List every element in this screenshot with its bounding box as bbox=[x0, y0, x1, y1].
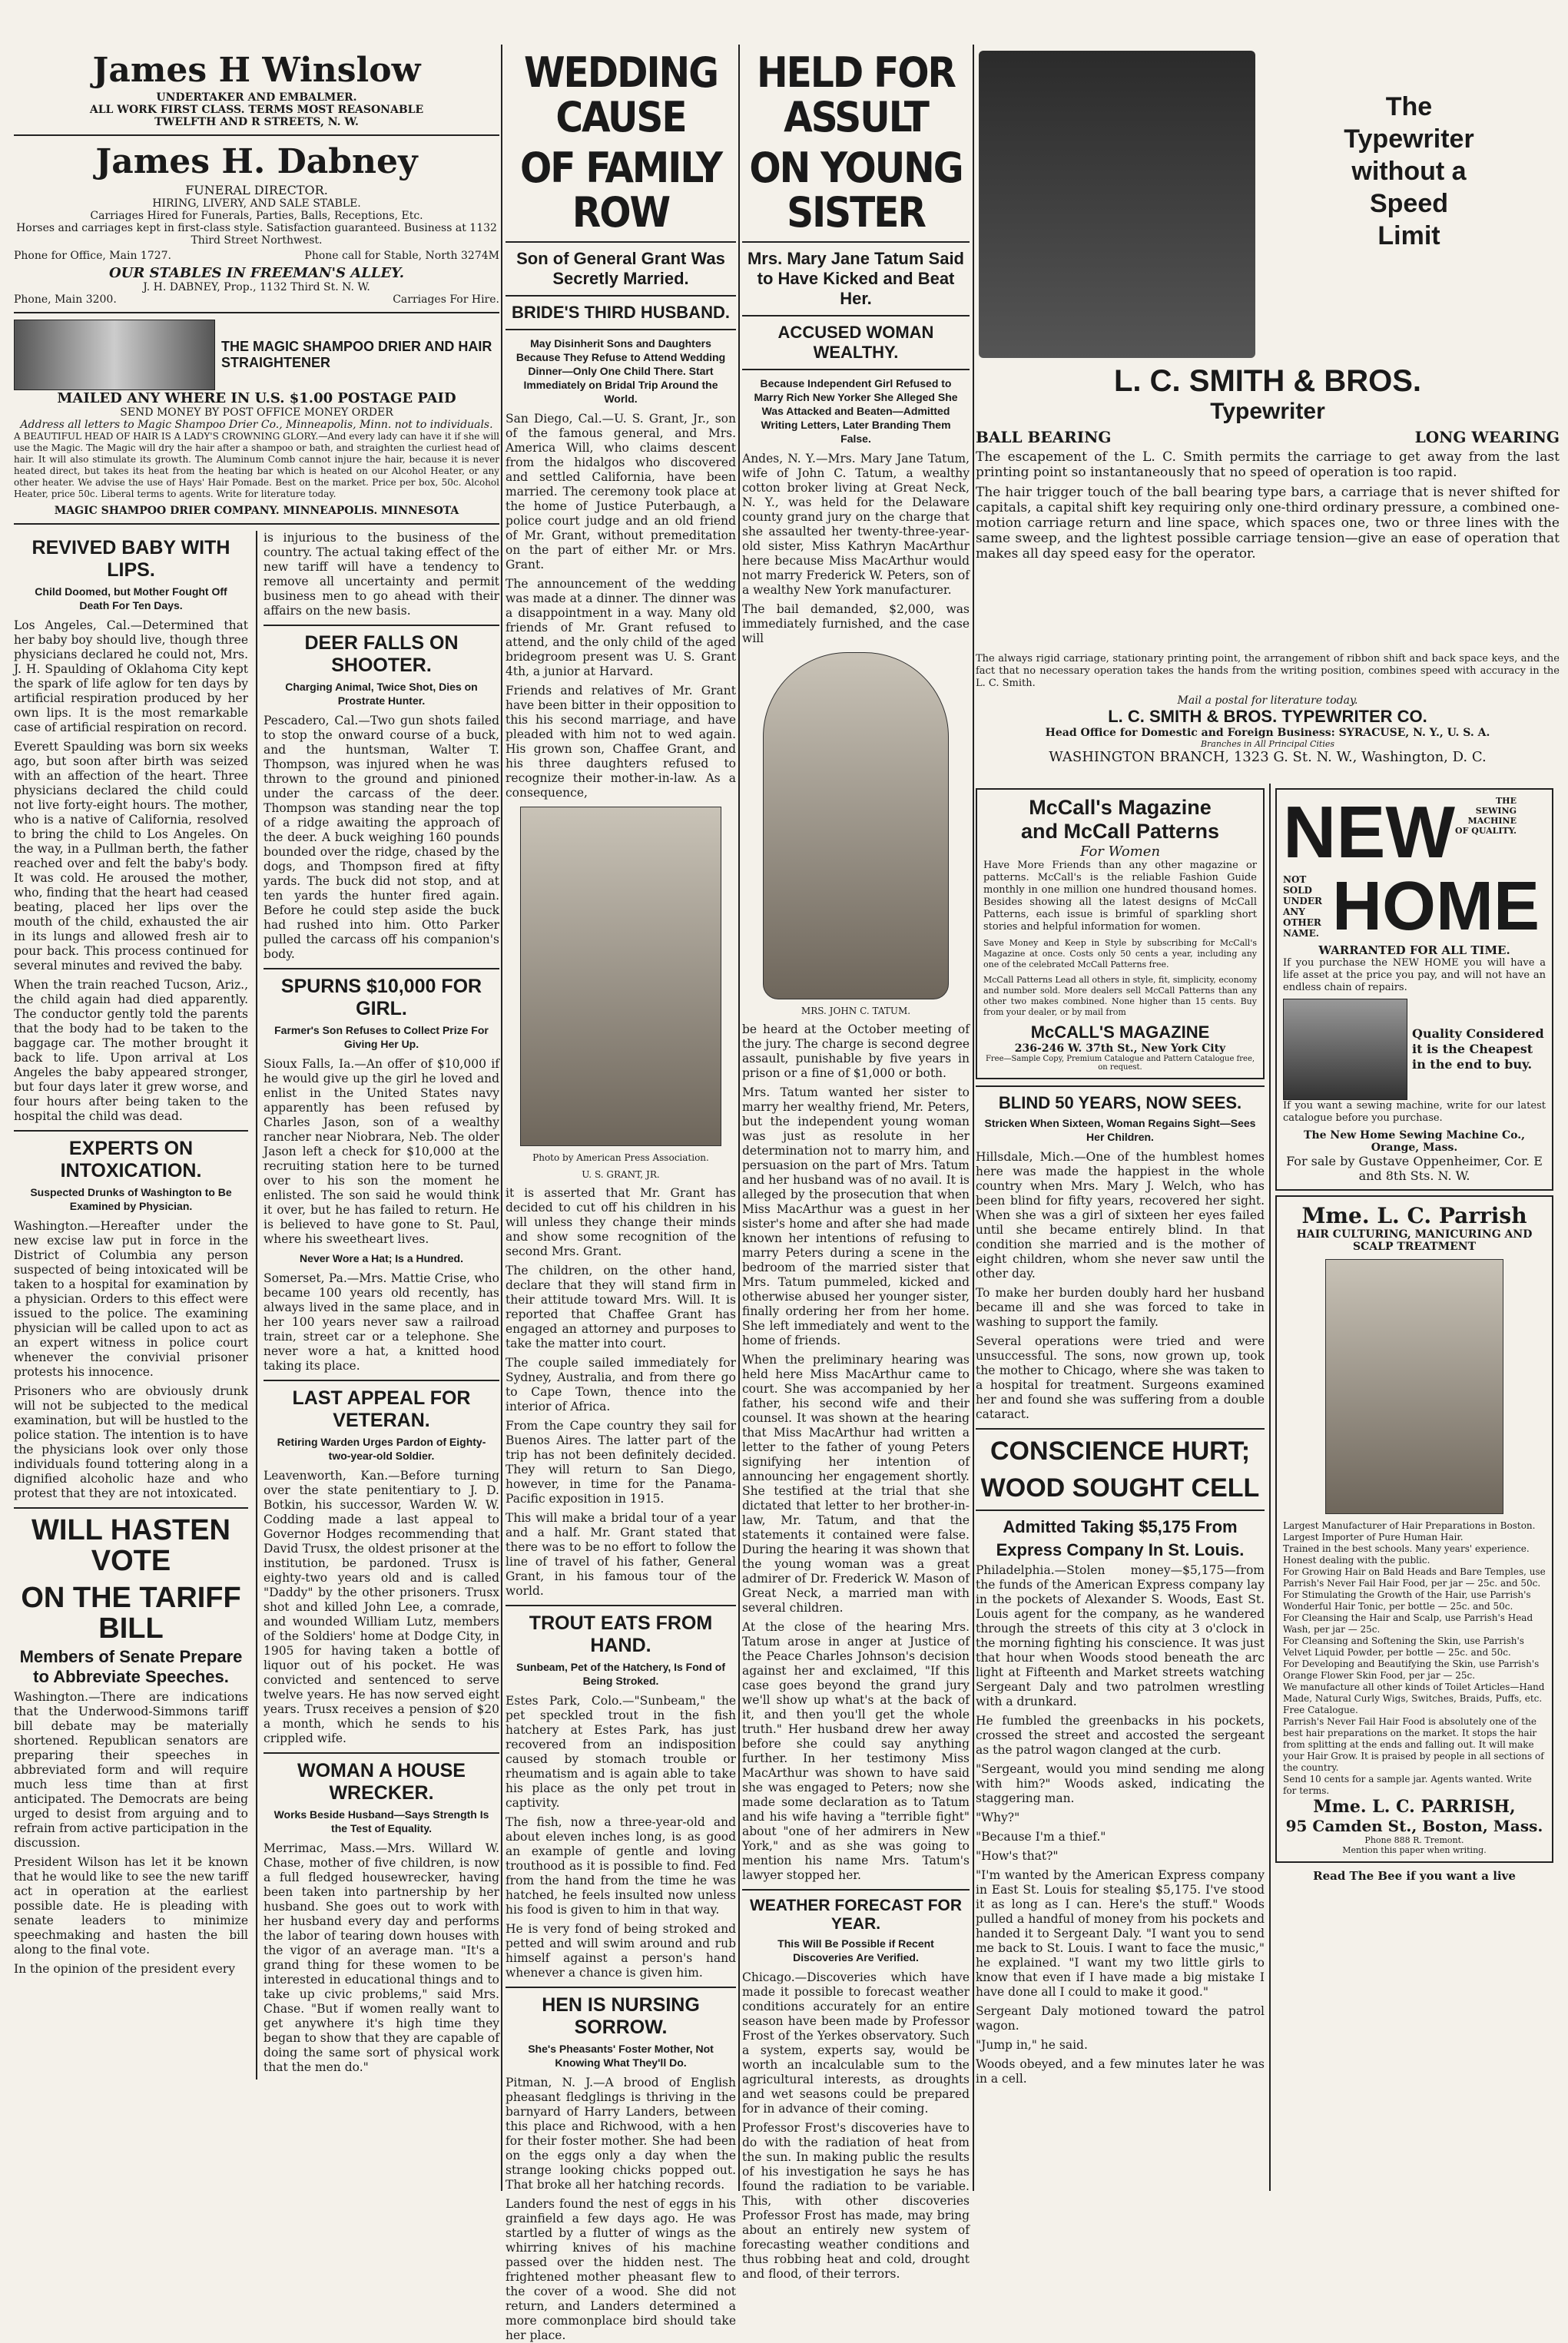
smith-paragraph: The always rigid carriage, stationary printing point, the arrangement of ribbon shift and back space keys, and the fact that no necessary operation takes the hands from the writing position, combines speed with accuracy in the L. C. Smith. bbox=[976, 653, 1560, 689]
smith-ad bbox=[976, 45, 1560, 628]
parrish-addr: 95 Camden St., Boston, Mass. bbox=[1285, 1817, 1543, 1835]
parrish-trade: HAIR CULTURING, MANICURING AND SCALP TREATMENT bbox=[1296, 1228, 1533, 1253]
story-deck: This Will Be Possible if Recent Discoveries Are Verified. bbox=[777, 1937, 934, 1964]
column-rule bbox=[973, 45, 974, 2191]
story-paragraph: "Jump in," he said. bbox=[976, 2038, 1088, 2052]
sewing-machine-illustration bbox=[1283, 999, 1407, 1100]
footer-bee: Read The Bee if you want a live bbox=[1313, 1869, 1516, 1883]
story-paragraph: Washington.—Hereafter under the new excise law put in force in the District of Columbia any person suspected of being intoxicated will be taken to a hospital for examination by a physician. Orders to this effect were issued to the police. The examining physician will be called upon to act as an expert witness in police court whenever the convivial prisoner protests his innocence. bbox=[14, 1219, 249, 1379]
assault-sub2: ACCUSED WOMAN WEALTHY. bbox=[777, 323, 934, 362]
parrish-line: Send 10 cents for a sample jar. Agents wanted. Write for terms. bbox=[1283, 1774, 1532, 1796]
smith-paragraph: The escapement of the L. C. Smith permits the carriage to get away from the last printing point so instantaneously that no speed of operation is too rapid. bbox=[976, 449, 1560, 480]
smith-bb: BALL BEARING bbox=[976, 428, 1112, 446]
story-paragraph: Prisoners who are obviously drunk will not be subjected to the medical examination, but will be hustled to the police station. The intention is to have the physicians look over only those individuals found tottering along in a dignified alcoholic haze and who protest that they are not intoxicated. bbox=[14, 1384, 249, 1500]
story-paragraph: Woods obeyed, and a few minutes later he was in a cell. bbox=[976, 2057, 1265, 2086]
mccall-paragraph: Have More Friends than any other magazine or patterns. McCall's is the reliable Fashion Guide monthly in one million one hundred thousand homes. Besides showing all the latest designs of McCall Patterns, each issue is brimful of sparkling short stories and helpful information for women. bbox=[983, 860, 1257, 933]
story-paragraph: "Because I'm a thief." bbox=[976, 1830, 1106, 1844]
dabney-stables: OUR STABLES IN FREEMAN'S ALLEY. bbox=[108, 265, 405, 281]
story-deck: Stricken When Sixteen, Woman Regains Sight—Sees Her Children. bbox=[984, 1117, 1256, 1143]
story-paragraph: "Sergeant, would you mind sending me along with him?" Woods asked, indicating the staggering man. bbox=[976, 1762, 1265, 1805]
assault-headline-2: ON YOUNG SISTER bbox=[749, 144, 963, 237]
story-headline: LAST APPEAL FOR VETERAN. bbox=[292, 1387, 471, 1431]
story-paragraph: be heard at the October meeting of the jury. The charge is second degree assault, punishable by five years in prison or a fine of $1,000 or both. bbox=[742, 1022, 970, 1080]
conscience-sub: Admitted Taking $5,175 From bbox=[1003, 1517, 1238, 1536]
story-paragraph: The fish, now a three-year-old and about eleven inches long, is as good an example of gentle and loving trouthood as it is possible to find. Fed from the hand from the time he was hatched, he feels insulted now unless his food is given to him in that way. bbox=[506, 1815, 736, 1917]
winslow-line: ALL WORK FIRST CLASS. TERMS MOST REASONABLE bbox=[89, 104, 424, 116]
smith-tag-line: Limit bbox=[1377, 221, 1440, 250]
story-paragraph: Professor Frost's discoveries have to do with the radiation of heat from the sun. In making public the results of his investigation he says he has found the radiation to be variable. This, with other discoveries Professor Frost has made, may bring about an entirely new system of forecasting weather conditions and thus robbing heat and cold, drought and flood, of their terrors. bbox=[742, 2121, 970, 2281]
story-paragraph: "How's that?" bbox=[976, 1849, 1059, 1863]
story-paragraph: it is asserted that Mr. Grant has decided to cut off his children in his will unless they change their minds and show some recognition of the second Mrs. Grant. bbox=[506, 1186, 736, 1258]
parrish-phone: Phone 888 R. Tremont. bbox=[1364, 1835, 1464, 1845]
smith-top bbox=[976, 45, 1560, 364]
newhome-paragraph: If you want a sewing machine, write for our latest catalogue before you purchase. bbox=[1283, 1100, 1546, 1124]
story-deck: Child Doomed, but Mother Fought Off Death For Ten Days. bbox=[35, 585, 227, 611]
newhome-warranted: WARRANTED FOR ALL TIME. bbox=[1318, 943, 1510, 957]
divider bbox=[742, 241, 970, 243]
smith-mail: Mail a postal for literature today. bbox=[1177, 694, 1358, 707]
story-headline: HEN IS NURSING SORROW. bbox=[542, 1994, 700, 2038]
dabney-line: HIRING, LIVERY, AND SALE STABLE. bbox=[152, 197, 361, 210]
smith-tagline bbox=[1258, 45, 1560, 364]
dabney-phones bbox=[14, 250, 499, 262]
column-mccall bbox=[976, 784, 1265, 2191]
tatum-portrait bbox=[763, 652, 949, 999]
story-paragraph: The children, on the other hand, declare that they will stand firm in their attitude toward Mrs. Will. It is reported that Chaffee Grant has engaged an attorney and purposes to take the matter into court. bbox=[506, 1264, 736, 1350]
parrish-ad bbox=[1275, 1195, 1553, 1863]
story-paragraph: Chicago.—Discoveries which have made it possible to forecast weather conditions accurately for an entire season have been made by Professor Frost of the Yerkes observatory. Such a system, experts say, would be worth an incalculable sum to the agricultural interests, as droughts and wet seasons could be prepared for in advance of their coming. bbox=[742, 1970, 970, 2116]
story-headline: EXPERTS ON INTOXICATION. bbox=[60, 1138, 202, 1181]
winslow-line: TWELFTH AND R STREETS, N. W. bbox=[154, 116, 359, 128]
magic-ad bbox=[14, 320, 499, 517]
story-deck: Farmer's Son Refuses to Collect Prize For Giving Her Up. bbox=[274, 1024, 489, 1050]
story-paragraph: Everett Spaulding was born six weeks ago, but soon after birth was seized with an affection of the heart. Three physicians declared the child could not live forty-eight hours. The mother, who is a native of California, resolved to bring the child to Los Angeles. On the way, in a Pullman berth, the father reached over and felt the baby's body. It was cold. He aroused the mother, who, finding that the heart had ceased beating, placed her lips over the mouth of the child, exhausted the air in its lungs and allowed fresh air to pour back. This process continued for several minutes and revived the baby. bbox=[14, 740, 249, 973]
story-paragraph: When the train reached Tucson, Ariz., the child again had died apparently. The conductor gently told the parents that the body had to be taken to the baggage car. The mother brought it back to life. Upon arrival at Los Angeles the baby appeared stronger, but four days later it grew worse, and four hours after being taken to the hospital the child was dead. bbox=[14, 978, 249, 1123]
parrish-line: For Growing Hair on Bald Heads and Bare Temples, use Parrish's Never Fail Hair Food, per jar — 25c. and 50c. bbox=[1283, 1566, 1546, 1589]
mccall-paragraph: McCall Patterns Lead all others in style, fit, simplicity, economy and number sold. More dealers sell McCall Patterns than any other two makes combined. None higher than 15 cents. Buy from your dealer, or by mail from bbox=[983, 975, 1257, 1017]
divider bbox=[14, 523, 499, 525]
smith-tag-line: The bbox=[1385, 92, 1433, 121]
column-assault bbox=[742, 45, 970, 2281]
story-paragraph: Washington.—There are indications that the Underwood-Simmons tariff bill debate may be materially shortened. Republican senators are preparing their speeches in abbreviated form and will require much less time than at first anticipated. The Democrats are being urged to desist from arguing and to refrain from active participation in the discussion. bbox=[14, 1690, 249, 1850]
parrish-portrait bbox=[1325, 1259, 1503, 1514]
newhome-sale: For sale by Gustave Oppenheimer, Cor. E and 8th Sts. N. W. bbox=[1286, 1154, 1543, 1183]
comb-illustration bbox=[14, 320, 215, 390]
column-right-ads bbox=[1275, 784, 1553, 2191]
column-rule bbox=[1269, 784, 1271, 2191]
story-paragraph: Somerset, Pa.—Mrs. Mattie Crise, who became 100 years old recently, has always lived in the same place, and in her 100 years never saw a railroad train, street car or a telephone. She never wore a hat, a knitted hood taking its place. bbox=[264, 1271, 499, 1373]
story-paragraph: Merrimac, Mass.—Mrs. Willard W. Chase, mother of five children, is now a full fledged housewrecker, having been taken into partnership by her husband. She goes out to work with her husband every day and performs the labor of tearing down houses with the vigor of an average man. "It's a grand thing for these women to be interested in educational things and to take up civic problems," said Mrs. Chase. "But if women really want to get anywhere it's high time they began to show that they are capable of doing the same sort of physical work that the men do." bbox=[264, 1841, 499, 2074]
mccall-paragraph: Save Money and Keep in Style by subscribing for McCall's Magazine at once. Costs only 50 cents a year, including any one of the celebrated McCall Patterns free. bbox=[983, 938, 1257, 969]
newhome-side: NOT SOLD UNDER ANY OTHER NAME. bbox=[1283, 874, 1322, 939]
parrish-line: Largest Manufacturer of Hair Preparations in Boston. bbox=[1283, 1520, 1536, 1531]
conscience-headline-1: CONSCIENCE HURT; bbox=[990, 1437, 1251, 1466]
mccall-title: McCall's Magazine bbox=[1029, 796, 1212, 819]
mccall-name: McCALL'S MAGAZINE bbox=[1030, 1022, 1210, 1042]
wedding-deck: May Disinherit Sons and Daughters Because They Refuse to Attend Wedding Dinner—Only One Child There. Start Immediately on Bridal Trip Around the World. bbox=[515, 337, 726, 405]
story-paragraph: In the opinion of the president every bbox=[14, 1962, 235, 1976]
story-deck: Works Beside Husband—Says Strength Is the Test of Equality. bbox=[273, 1808, 489, 1834]
tariff-headline-2: ON THE TARIFF BILL bbox=[21, 1582, 241, 1645]
magic-company: MAGIC SHAMPOO DRIER COMPANY. MINNEAPOLIS. MINNESOTA bbox=[54, 505, 459, 517]
parrish-line: For Cleansing and Softening the Skin, use Parrish's Velvet Liquid Powder, per bottle — 25c. and 50c. bbox=[1283, 1635, 1524, 1658]
mccall-note: Free—Sample Copy, Premium Catalogue and Pattern Catalogue free, on request. bbox=[985, 1055, 1255, 1072]
magic-banner bbox=[14, 320, 499, 390]
story-headline: BLIND 50 YEARS, NOW SEES. bbox=[998, 1093, 1242, 1112]
conscience-headline-2: WOOD SOUGHT CELL bbox=[980, 1473, 1260, 1503]
story-paragraph: Sioux Falls, Ia.—An offer of $10,000 if he would give up the girl he loved and enlist in the United States navy apparently has been refused by Charles Jason, son of a wealthy rancher near Niobrara, Neb. The older Jason left a check for $10,000 at the recruiting station here to be turned over to his son the moment he enlisted. The son said he would think it over, but he has failed to return. He is believed to have gone to St. Paul, where his sweetheart lives. bbox=[264, 1057, 499, 1246]
divider bbox=[264, 1752, 499, 1754]
story-paragraph: Mrs. Tatum wanted her sister to marry her wealthy friend, Mr. Peters, but the independent young woman was just as resolute in her determination not to marry him, and persuasion on the part of Mrs. Tatum and her husband was of no avail. It is alleged by the prosecution that when Miss MacArthur was a guest in her sister's home and after she had made known her intentions of refusing to marry Peters during a scene in the bedroom of the married sister that Mrs. Tatum pummeled, kicked and otherwise abused her younger sister, finally ordering her from her home. She left immediately and went to the home of friends. bbox=[742, 1085, 970, 1347]
divider bbox=[14, 1507, 248, 1509]
story-headline: WOMAN A HOUSE WRECKER. bbox=[297, 1760, 466, 1804]
magic-brand: THE MAGIC SHAMPOO DRIER AND HAIR STRAIGHTENER bbox=[221, 339, 492, 370]
smith-ad-footer bbox=[976, 653, 1560, 776]
story-paragraph: To make her burden doubly hard her husband became ill and she was forced to take in washing to support the family. bbox=[976, 1286, 1265, 1329]
story-paragraph: Andes, N. Y.—Mrs. Mary Jane Tatum, wife of John C. Tatum, a wealthy cotton broker living at Great Neck, N. Y., was held for the Delaware county grand jury on the charge that she assaulted her twenty-three-year-old sister, Miss Kathryn MacArthur here because Miss MacArthur would not marry Frederick W. Peters, son of a wealthy New York manufacturer. bbox=[742, 452, 970, 597]
divider bbox=[506, 241, 736, 243]
dabney-prop: J. H. DABNEY, Prop., 1132 Third St. N. W. bbox=[143, 281, 370, 293]
story-paragraph: Friends and relatives of Mr. Grant have been bitter in their opposition to this his second marriage, and have pleaded with him not to wed again. His grown son, Chaffee Grant, and his three daughters refused to recognize their mother-in-law. As a consequence, bbox=[506, 684, 736, 800]
mccall-ad bbox=[976, 788, 1265, 1079]
story-paragraph: Philadelphia.—Stolen money—$5,175—from the funds of the American Express company lay in the pockets of Alexander S. Woods, East St. Louis agent for the company, as he wandered through the streets of this city at 3 o'clock in the morning fighting his conscience. It was just that hour when Woods stood beneath the arc light at Fifteenth and Market streets watching Sergeant Daly and two patrolmen wrestling with a drunkard. bbox=[976, 1563, 1265, 1708]
newhome-paragraph: If you purchase the NEW HOME you will have a life asset at the price you pay, and will not have an endless chain of repairs. bbox=[1283, 957, 1546, 993]
dabney-hire: Carriages For Hire. bbox=[393, 293, 499, 306]
parrish-list bbox=[1283, 1520, 1546, 1797]
photo-caption: U. S. GRANT, JR. bbox=[582, 1169, 660, 1180]
story-paragraph: Los Angeles, Cal.—Determined that her baby boy should live, though three physicians declared he could not, Mrs. J. H. Spaulding of Oklahoma City kept the spark of life aglow for ten days by artificial respiration produced by her own lips. It is the most remarkable case of artificial respiration on record. bbox=[14, 618, 249, 734]
assault-headline-1: HELD FOR ASSULT bbox=[757, 48, 955, 141]
story-paragraph: From the Cape country they sail for Buenos Aires. The latter part of the trip has not been definitely decided. They will return to San Diego, however, in time for the Panama-Pacific exposition in 1915. bbox=[506, 1419, 736, 1506]
wedding-headline-1: WEDDING CAUSE bbox=[523, 48, 718, 141]
newhome-co: The New Home Sewing Machine Co., Orange, Mass. bbox=[1304, 1129, 1525, 1154]
smith-type: Typewriter bbox=[1210, 399, 1325, 424]
newhome-quality: Quality Considered it is the Cheapest in the end to buy. bbox=[1412, 1026, 1544, 1072]
divider bbox=[264, 968, 499, 969]
story-paragraph: San Diego, Cal.—U. S. Grant, Jr., son of the famous general, and Mrs. America Will, who claims descent from the hidalgos who discovered and settled California, have been married. The ceremony took place at the home of Justice Puterbaugh, a police court judge and an old friend of Mr. Grant, without premeditation on the part of either Mr. or Mrs. Grant. bbox=[506, 412, 736, 572]
smith-features bbox=[976, 428, 1560, 446]
newhome-machine-row bbox=[1283, 999, 1546, 1100]
tariff-headline-1: WILL HASTEN VOTE bbox=[31, 1514, 230, 1577]
story-paragraph: Hillsdale, Mich.—One of the humblest homes here was made the happiest in the whole country when Mrs. Mary J. Welch, who has been blind for fifty years, recovered her sight. When she was a girl of sixteen her eyes failed until she became entirely blind. In that condition she married and is the mother of eight children, whom she never saw until the other day. bbox=[976, 1150, 1265, 1281]
parrish-mention: Mention this paper when writing. bbox=[1342, 1845, 1487, 1855]
column-wedding bbox=[506, 45, 736, 2342]
dabney-ad bbox=[14, 142, 499, 306]
divider bbox=[506, 1605, 736, 1606]
column-rule bbox=[501, 45, 502, 2191]
left-subcolumn-b bbox=[256, 531, 499, 2080]
dabney-footer bbox=[14, 293, 499, 306]
wedding-sub2: BRIDE'S THIRD HUSBAND. bbox=[512, 303, 730, 322]
assault-deck: Because Independent Girl Refused to Marry Rich New Yorker She Alleged She Was Attacked and Beaten—Admitted Writing Letters, Later Branding Them False. bbox=[754, 377, 958, 445]
smith-tag-line: Speed bbox=[1369, 189, 1449, 218]
story-deck: Never Wore a Hat; Is a Hundred. bbox=[300, 1252, 463, 1264]
parrish-line: For Developing and Beautifying the Skin, use Parrish's Orange Flower Skin Food, per jar — 25c. bbox=[1283, 1659, 1540, 1681]
parrish-line: Parrish's Never Fail Hair Food is absolutely one of the best hair preparations on the market. It stops the hair from splitting at the ends and falling out. It will make your Hair Grow. It is praised by people in all sections of the country. bbox=[1283, 1716, 1544, 1773]
divider bbox=[264, 1380, 499, 1381]
mccall-sub: For Women bbox=[1079, 843, 1161, 860]
story-paragraph: Sergeant Daly motioned toward the patrol wagon. bbox=[976, 2004, 1265, 2033]
magic-send: SEND MONEY BY POST OFFICE MONEY ORDER bbox=[120, 406, 393, 419]
smith-co: L. C. SMITH & BROS. TYPEWRITER CO. bbox=[1108, 707, 1427, 726]
left-subcolumn-a bbox=[14, 531, 248, 2080]
typewriter-illustration bbox=[979, 51, 1255, 358]
newhome-home: HOME bbox=[1332, 868, 1540, 945]
story-paragraph: "I'm wanted by the American Express company in East St. Louis for stealing $5,175. I've stood it as long as I can. Here's the stuff." Woods pulled a handful of money from his pockets and handed it to Sergeant Daly. "I want you to send me back to St. Louis. I want to face the music," he explained. "I want my two little girls to know that even if I have made a big mistake I have done all I could to make it good." bbox=[976, 1868, 1265, 1999]
story-deck: Charging Animal, Twice Shot, Dies on Prostrate Hunter. bbox=[285, 681, 478, 707]
story-paragraph: "Why?" bbox=[976, 1811, 1020, 1824]
dabney-phone-stable: Phone call for Stable, North 3274M bbox=[304, 250, 499, 262]
divider bbox=[976, 1085, 1265, 1087]
smith-paragraph: The hair trigger touch of the ball bearing type bars, a carriage that is never shifted for capitals, a capital shift key requiring only one-third ordinary pressure, a combined one-motion carriage return and line space, which spaces one, two or three lines with the same sweep, and the lightest possible carriage tension—give an ease of operation that makes all day speed easy for the operator. bbox=[976, 485, 1560, 562]
story-paragraph: Leavenworth, Kan.—Before turning over the state penitentiary to J. D. Botkin, his successor, Warden W. W. Codding made a last appeal to Governor Hodges recommending that David Trusx, the oldest prisoner at the institution, be pardoned. Trusx is eighty-two years old and is called "Daddy" by the other prisoners. Trusx shot and killed John Lee, a comrade, and wounded William Lutz, members of the Soldiers' home at Dodge City, in 1905 for having taken a bottle of liquor out of his pocket. He was convicted and sentenced to serve twelve years. He has now served eight years. Trusx receives a pension of $20 a month, which he sends to his crippled wife. bbox=[264, 1469, 499, 1745]
story-deck: Suspected Drunks of Washington to Be Examined by Physician. bbox=[30, 1186, 232, 1212]
divider bbox=[742, 1889, 970, 1891]
divider bbox=[14, 134, 499, 136]
newhome-top bbox=[1283, 791, 1546, 873]
story-paragraph: Pitman, N. J.—A brood of English pheasant fledglings is thriving in the barnyard of Harry Landers, between this place and Richwood, with a hen for their foster mother. She had been on the eggs only a day when the strange looking chicks popped out. That broke all her hatching records. bbox=[506, 2076, 736, 2192]
divider bbox=[264, 625, 499, 626]
story-paragraph: At the close of the hearing Mrs. Tatum arose in anger at Justice of the Peace Charles Johnson's decision against her and exclaimed, "If this case goes beyond the grand jury we'll show up what's at the back of it, and then you'll get the whole truth." Her husband drew her away before she could say anything further. In her testimony Miss MacArthur was shown to have said she was engaged to Peters; now she made some declaration as to Tatum and his wife having a "terrible fight" about "one of her admirers in New York," and as she was going to mention his name Mrs. Tatum's lawyer stopped her. bbox=[742, 1620, 970, 1882]
smith-tag-line: without a bbox=[1351, 157, 1467, 186]
parrish-line: For Cleansing the Hair and Scalp, use Parrish's Head Wash, per jar — 25c. bbox=[1283, 1612, 1533, 1635]
story-deck: Sunbeam, Pet of the Hatchery, Is Fond of Being Stroked. bbox=[516, 1661, 725, 1687]
smith-tag-line: Typewriter bbox=[1344, 124, 1474, 154]
winslow-line: UNDERTAKER AND EMBALMER. bbox=[156, 91, 357, 104]
conscience-sub: Express Company In St. Louis. bbox=[996, 1540, 1245, 1559]
divider bbox=[506, 1987, 736, 1988]
winslow-ad bbox=[14, 51, 499, 128]
story-paragraph: is injurious to the business of the country. The actual taking effect of the new tariff will have a tendency to remove all uncertainty and permit business men to go ahead with their affairs on the new basis. bbox=[264, 531, 499, 618]
smith-lw: LONG WEARING bbox=[1414, 428, 1560, 446]
story-headline: REVIVED BABY WITH LIPS. bbox=[31, 537, 230, 581]
newhome-top-text: THE SEWING MACHINE OF QUALITY. bbox=[1455, 796, 1517, 836]
parrish-name: Mme. L. C. Parrish bbox=[1301, 1203, 1527, 1228]
magic-body: A BEAUTIFUL HEAD OF HAIR IS A LADY'S CROWNING GLORY.—And every lady can have it if she will use the Magic. The Magic will dry the hair after a shampoo or bath, and straighten the curliest head of hair. It will also stimulate its growth. The Aluminum Comb cannot injure the hair, because it is never heated direct, but takes its heat from the heating bar which is heated on our Alcohol Heater, or any other heater. We advise the use of Hays' Hair Pomade. Best on the market. Price per box, 50c. Alcohol Heater, price 50c. Liberal terms to agents. Write for literature today. bbox=[14, 431, 499, 499]
divider bbox=[976, 1510, 1265, 1511]
divider bbox=[506, 295, 736, 297]
dabney-phone-office: Phone for Office, Main 1727. bbox=[14, 250, 172, 262]
story-headline: WEATHER FORECAST FOR YEAR. bbox=[749, 1897, 963, 1933]
parrish-line: Trained in the best schools. Many years' experience. bbox=[1283, 1543, 1530, 1554]
divider bbox=[976, 1428, 1265, 1430]
winslow-name: James H Winslow bbox=[92, 51, 421, 90]
story-paragraph: The couple sailed immediately for Sydney, Australia, and from there go to Cape Town, thence into the interior of Africa. bbox=[506, 1356, 736, 1413]
photo-credit: Photo by American Press Association. bbox=[532, 1152, 709, 1163]
dabney-name: James H. Dabney bbox=[95, 142, 418, 181]
assault-sub: Mrs. Mary Jane Tatum Said to Have Kicked and Beat Her. bbox=[747, 249, 964, 308]
newhome-ad bbox=[1275, 788, 1553, 1191]
column-rule bbox=[738, 45, 740, 2191]
divider bbox=[14, 1130, 248, 1132]
magic-address: Address all letters to Magic Shampoo Drier Co., Minneapolis, Minn. not to individuals. bbox=[20, 419, 493, 431]
parrish-line: Largest Importer of Pure Human Hair. bbox=[1283, 1532, 1464, 1543]
story-deck: Retiring Warden Urges Pardon of Eighty-two-year-old Soldier. bbox=[277, 1436, 486, 1462]
divider bbox=[742, 315, 970, 316]
story-paragraph: This will make a bridal tour of a year and a half. Mr. Grant stated that there was to be no effort to follow the line of travel of his father, General Grant, in his famous tour of the world. bbox=[506, 1511, 736, 1598]
smith-hq: Head Office for Domestic and Foreign Business: SYRACUSE, N. Y., U. S. A. bbox=[1045, 727, 1490, 739]
parrish-line: We manufacture all other kinds of Toilet Articles—Hand Made, Natural Curly Wigs, Switches, Braids, Puffs, etc. Free Catalogue. bbox=[1283, 1682, 1545, 1715]
smith-branches: Branches in All Principal Cities bbox=[1200, 739, 1335, 749]
mccall-addr: 236-246 W. 37th St., New York City bbox=[1014, 1042, 1226, 1055]
newhome-mid bbox=[1283, 870, 1546, 943]
parrish-line: Honest dealing with the public. bbox=[1283, 1555, 1430, 1566]
dabney-title: FUNERAL DIRECTOR. bbox=[185, 183, 328, 197]
mccall-title: and McCall Patterns bbox=[1020, 820, 1220, 843]
story-paragraph: He fumbled the greenbacks in his pockets, crossed the street and accosted the sergeant as the patrol wagon clanged at the curb. bbox=[976, 1714, 1265, 1757]
story-deck: She's Pheasants' Foster Mother, Not Knowing What They'll Do. bbox=[528, 2043, 714, 2069]
wedding-sub: Son of General Grant Was Secretly Married. bbox=[516, 249, 725, 288]
divider bbox=[742, 369, 970, 370]
smith-name: L. C. SMITH & BROS. bbox=[1114, 364, 1421, 398]
story-headline: TROUT EATS FROM HAND. bbox=[529, 1612, 713, 1656]
newhome-new: NEW bbox=[1283, 791, 1455, 873]
story-paragraph: Estes Park, Colo.—"Sunbeam," the pet speckled trout in the fish hatchery at Estes Park, has just recovered from an indisposition caused by stomach trouble or rheumatism and is again able to take his place as the only pet trout in captivity. bbox=[506, 1694, 736, 1810]
dabney-phone-main: Phone, Main 3200. bbox=[14, 293, 117, 306]
story-paragraph: Landers found the nest of eggs in his grainfield a few days ago. He was startled by a flutter of wings as the whirring knives of his machine passed over the hidden nest. The frightened mother pheasant flew to the cover of a wood. She did not return, and Landers determined a more commonplace bird should take her place. bbox=[506, 2197, 736, 2342]
story-paragraph: The bail demanded, $2,000, was immediately furnished, and the case will bbox=[742, 602, 970, 645]
left-stories bbox=[14, 531, 499, 2080]
parrish-line: For Stimulating the Growth of the Hair, use Parrish's Wonderful Hair Tonic, per bottle — 25c. and 50c. bbox=[1283, 1589, 1531, 1612]
dabney-line: Carriages Hired for Funerals, Parties, Balls, Receptions, Etc. bbox=[90, 210, 423, 222]
divider bbox=[14, 312, 499, 313]
story-paragraph: When the preliminary hearing was held here Miss MacArthur came to court. She was accompanied by her father, his second wife and their counsel. It was shown at the hearing that Miss MacArthur had written a letter to the father of young Peters signifying her intention of announcing her engagement shortly. She testified at the trial that she dictated that letter to her brother-in-law, Mr. Tatum, and that the statements it contained were false. During the hearing it was shown that the young woman was a great admirer of Dr. Frederick W. Mason of Great Neck, a married man with several children. bbox=[742, 1353, 970, 1615]
story-paragraph: The announcement of the wedding was made at a dinner. The dinner was a disappointment in a way. Many old friends of Mr. Grant refused to attend, and the only child of the aged bridegroom present was U. S. Grant 4th, a junior at Harvard. bbox=[506, 577, 736, 678]
tariff-deck: Members of Senate Prepare to Abbreviate Speeches. bbox=[19, 1647, 243, 1686]
story-headline: SPURNS $10,000 FOR GIRL. bbox=[280, 976, 482, 1019]
dabney-line: Horses and carriages kept in first-class style. Satisfaction guaranteed. Business at 1132 Third Street Northwest. bbox=[16, 222, 497, 247]
smith-dc: WASHINGTON BRANCH, 1323 G. St. N. W., Washington, D. C. bbox=[1049, 749, 1487, 765]
story-paragraph: Several operations were tried and were unsuccessful. The sons, now grown up, took the mother to Chicago, where she was taken to a hospital for treatment. Surgeons examined her and found she was suffering from a double cataract. bbox=[976, 1334, 1265, 1421]
story-headline: DEER FALLS ON SHOOTER. bbox=[304, 632, 459, 676]
parrish-name-2: Mme. L. C. PARRISH, bbox=[1313, 1797, 1516, 1817]
story-paragraph: President Wilson has let it be known that he would like to see the new tariff act in operation at the earliest possible date. He is pleading with senate leaders to minimize speechmaking and hasten the bill along to the final vote. bbox=[14, 1855, 249, 1957]
column-left bbox=[14, 45, 499, 2191]
divider bbox=[506, 329, 736, 330]
story-paragraph: He is very fond of being stroked and petted and will swim around and rub himself against a person's hand whenever a chance is given him. bbox=[506, 1922, 736, 1980]
story-paragraph: Pescadero, Cal.—Two gun shots failed to stop the onward course of a buck, and the huntsman, Walter T. Thompson, was injured when he was thrown to the ground and pinioned under the carcass of the deer. Thompson was standing near the top of a ridge awaiting the approach of the deer. A buck weighing 160 pounds bounded over the ridge, chased by the dogs, and Thompson fired at fifty yards. The buck did not stop, and at ten yards the hunter fired again. Before he could step aside the buck had rushed into him. Otto Parker pulled the carcass off his companion's body. bbox=[264, 714, 499, 961]
grant-portrait bbox=[520, 807, 721, 1146]
magic-mailed: MAILED ANY WHERE IN U.S. $1.00 POSTAGE PAID bbox=[57, 390, 456, 406]
photo-caption: MRS. JOHN C. TATUM. bbox=[801, 1006, 911, 1016]
wedding-headline-2: OF FAMILY ROW bbox=[519, 144, 722, 237]
